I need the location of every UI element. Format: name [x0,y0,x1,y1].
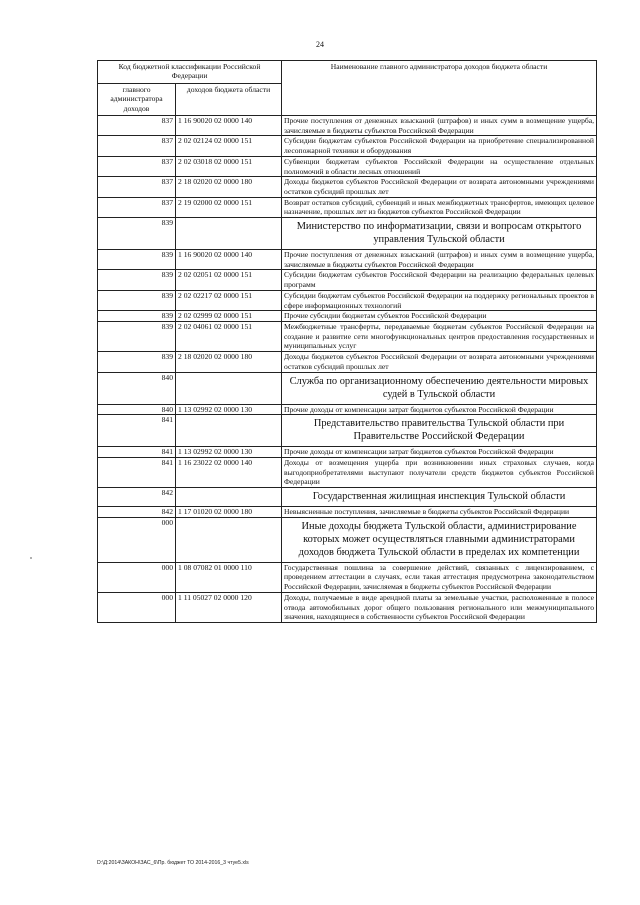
admin-code-cell: 837 [98,116,176,136]
income-code-cell: 1 13 02992 02 0000 130 [176,447,282,458]
income-code-cell: 2 18 02020 02 0000 180 [176,177,282,197]
table-row [98,156,597,176]
income-code-cell [176,218,282,250]
admin-code-cell: 842 [98,488,176,507]
admin-header: главного администратора доходов [98,83,176,115]
table-row [98,507,597,518]
income-name-cell: Доходы от возмещения ущерба при возникновении иных страховых случаев, когда выгодоприобретателями выступают получатели средств бюджетов субъектов Российской Федерации [282,457,597,487]
income-code-cell: 2 02 02051 02 0000 151 [176,270,282,290]
income-code-cell: 2 18 02020 02 0000 180 [176,352,282,372]
income-name-cell: Прочие доходы от компенсации затрат бюджетов субъектов Российской Федерации [282,404,597,415]
administrator-title-row [98,218,597,250]
income-name-cell: Возврат остатков субсидий, субвенций и иных межбюджетных трансфертов, имеющих целевое назначение, прошлых лет из бюджетов субъектов Российской Федерации [282,197,597,217]
admin-code-cell: 841 [98,447,176,458]
admin-code-cell: 000 [98,562,176,592]
table-row [98,352,597,372]
table-row [98,447,597,458]
income-name-cell: Прочие поступления от денежных взысканий (штрафов) и иных сумм в возмещение ущерба, зачисляемые в бюджеты субъектов Российской Федерации [282,250,597,270]
admin-code-cell: 837 [98,136,176,156]
admin-code-cell: 841 [98,415,176,447]
table-row [98,270,597,290]
table-row [98,197,597,217]
administrator-title-row [98,372,597,404]
income-name-cell: Субвенции бюджетам субъектов Российской Федерации на осуществление отдельных полномочий в области лесных отношений [282,156,597,176]
admin-code-cell: 839 [98,321,176,351]
table-header-row [98,61,597,84]
income-name-cell: Прочие поступления от денежных взысканий (штрафов) и иных сумм в возмещение ущерба, зачисляемые в бюджеты субъектов Российской Федерации [282,116,597,136]
admin-code-cell: 842 [98,507,176,518]
administrator-name-cell: Иные доходы бюджета Тульской области, администрирование которых может осуществляться главными администраторами доходов бюджета Тульской области в пределах их компетенции [282,517,597,562]
admin-code-cell: 837 [98,197,176,217]
admin-code-cell: 839 [98,290,176,310]
income-code-cell: 1 17 01020 02 0000 180 [176,507,282,518]
administrator-name-cell: Представительство правительства Тульской области при Правительстве Российской Федерации [282,415,597,447]
kbk-header: Код бюджетной классификации Российской Федерации [98,61,282,84]
administrator-title-row [98,488,597,507]
income-code-cell: 2 02 02217 02 0000 151 [176,290,282,310]
table-row [98,177,597,197]
income-code-cell: 1 11 05027 02 0000 120 [176,592,282,622]
income-name-cell: Доходы, получаемые в виде арендной платы за земельные участки, расположенные в полосе отвода автомобильных дорог общего пользования регионального или межмуниципального значения, находящиеся в собственности субъектов Российской Федерации [282,592,597,622]
table-row [98,116,597,136]
table-row [98,457,597,487]
admin-code-cell: 840 [98,404,176,415]
income-header: доходов бюджета области [176,83,282,115]
income-code-cell: 2 19 02000 02 0000 151 [176,197,282,217]
income-name-cell: Невыясненные поступления, зачисляемые в бюджеты субъектов Российской Федерации [282,507,597,518]
table-row [98,592,597,622]
income-code-cell: 2 02 03018 02 0000 151 [176,156,282,176]
margin-mark [30,557,32,559]
table-row [98,404,597,415]
income-code-cell: 2 02 04061 02 0000 151 [176,321,282,351]
admin-code-cell: 840 [98,372,176,404]
income-code-cell: 1 16 90020 02 0000 140 [176,250,282,270]
income-code-cell: 1 16 23022 02 0000 140 [176,457,282,487]
revenue-administrators-table [97,60,597,623]
income-name-cell: Государственная пошлина за совершение действий, связанных с лицензированием, с проведением аттестации в случаях, если такая аттестация предусмотрена законодательством Российской Федерации, зачисляемая в бюджеты субъектов Российской Федерации [282,562,597,592]
admin-code-cell: 839 [98,250,176,270]
admin-code-cell: 839 [98,352,176,372]
administrator-name-cell: Служба по организационному обеспечению деятельности мировых судей в Тульской области [282,372,597,404]
income-name-cell: Субсидии бюджетам субъектов Российской Федерации на приобретение специализированной лесопожарной техники и оборудования [282,136,597,156]
income-name-cell: Доходы бюджетов субъектов Российской Федерации от возврата автономными учреждениями остатков субсидий прошлых лет [282,177,597,197]
income-name-cell: Межбюджетные трансферты, передаваемые бюджетам субъектов Российской Федерации на создание и развитие сети многофункциональных центров предоставления государственных и муниципальных услуг [282,321,597,351]
income-code-cell [176,488,282,507]
admin-code-cell: 839 [98,270,176,290]
income-code-cell [176,517,282,562]
income-name-cell: Прочие доходы от компенсации затрат бюджетов субъектов Российской Федерации [282,447,597,458]
income-name-cell: Субсидии бюджетам субъектов Российской Федерации на реализацию федеральных целевых программ [282,270,597,290]
income-code-cell [176,372,282,404]
admin-code-cell: 839 [98,311,176,322]
income-code-cell: 1 08 07082 01 0000 110 [176,562,282,592]
income-code-cell: 2 02 02124 02 0000 151 [176,136,282,156]
table-row [98,136,597,156]
name-header: Наименование главного администратора доходов бюджета области [282,61,597,116]
page-number: 24 [316,40,324,49]
admin-code-cell: 839 [98,218,176,250]
administrator-name-cell: Государственная жилищная инспекция Тульской области [282,488,597,507]
table-row [98,290,597,310]
income-code-cell: 2 02 02999 02 0000 151 [176,311,282,322]
income-code-cell: 1 13 02992 02 0000 130 [176,404,282,415]
admin-code-cell: 000 [98,517,176,562]
admin-code-cell: 837 [98,177,176,197]
table-row [98,250,597,270]
income-code-cell [176,415,282,447]
admin-code-cell: 837 [98,156,176,176]
admin-code-cell: 841 [98,457,176,487]
administrator-title-row [98,415,597,447]
income-code-cell: 1 16 90020 02 0000 140 [176,116,282,136]
administrator-name-cell: Министерство по информатизации, связи и вопросам открытого управления Тульской области [282,218,597,250]
income-name-cell: Доходы бюджетов субъектов Российской Федерации от возврата автономными учреждениями остатков субсидий прошлых лет [282,352,597,372]
income-name-cell: Прочие субсидии бюджетам субъектов Российской Федерации [282,311,597,322]
admin-code-cell: 000 [98,592,176,622]
administrator-title-row [98,517,597,562]
table-row [98,321,597,351]
file-path-footer: D:\Д:2014\ЗАКОН\ЗАС_6\Пр. бюджет ТО 2014-2016_3 чтуе5.xls [97,860,249,866]
income-name-cell: Субсидии бюджетам субъектов Российской Федерации на поддержку региональных проектов в сфере информационных технологий [282,290,597,310]
table-row [98,311,597,322]
table-row [98,562,597,592]
